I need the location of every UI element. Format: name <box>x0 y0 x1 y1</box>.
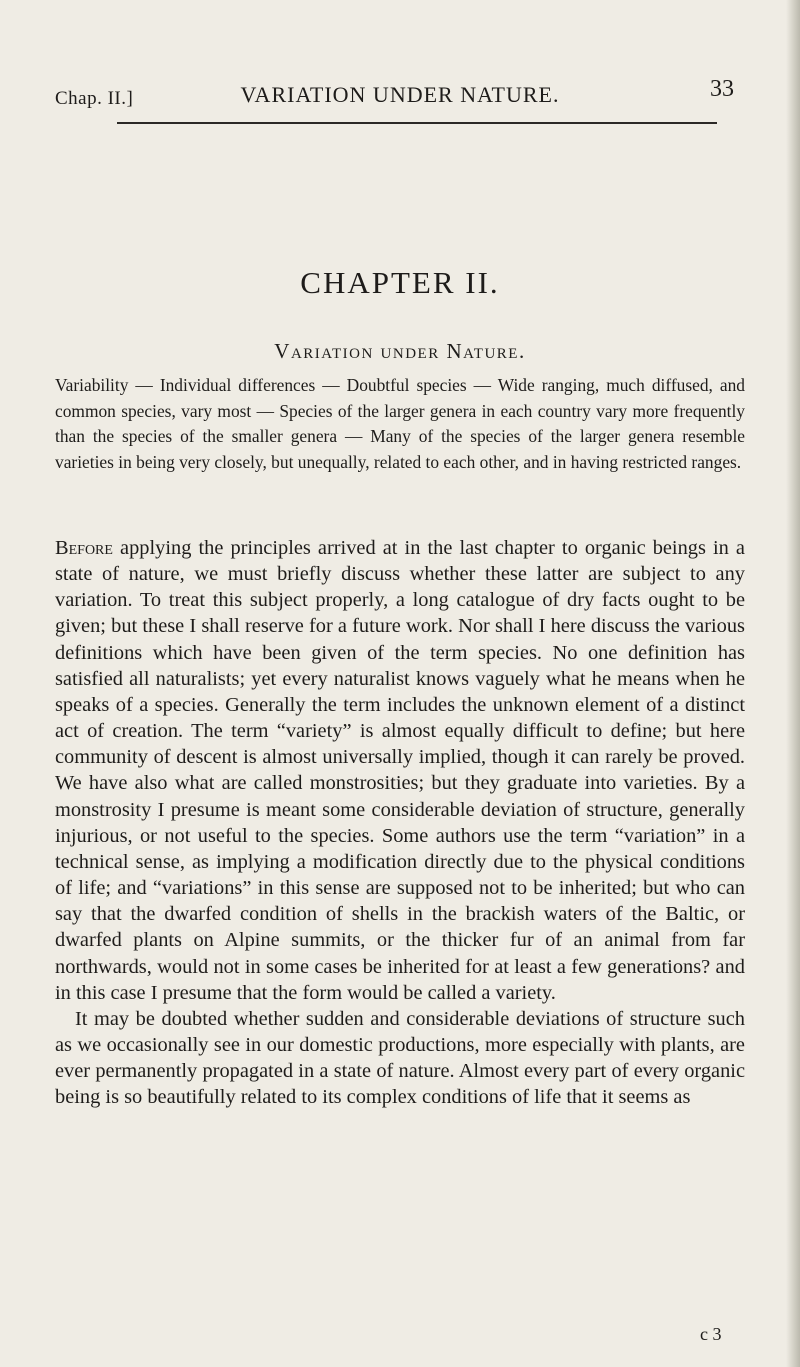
body-text <box>55 535 745 1110</box>
running-head-title: VARIATION UNDER NATURE. <box>240 82 560 107</box>
running-head-chapter: Chap. II.] <box>55 88 134 109</box>
page-number: 33 <box>710 76 734 102</box>
header-rule <box>117 122 717 124</box>
chapter-subtitle: Variation under Nature. <box>274 339 526 363</box>
drop-word: Before <box>55 537 113 559</box>
signature-mark: c 3 <box>700 1324 722 1344</box>
page-edge-shadow <box>786 0 800 1367</box>
running-head <box>0 78 800 108</box>
paragraph-1-text: applying the principles arrived at in the last chapter to organic beings in a state of nature, we must briefly discuss whether these latter are subject to any variation. To treat this subject properly, a long catalogue of dry facts ought to be given; but these I shall reserve for a future work. Nor shall I here discuss the various definitions which have been given of the term species. No one definition has satisfied all naturalists; yet every naturalist knows vaguely what he means when he speaks of a species. Generally the term includes the unknown element of a distinct act of creation. The term “variety” is almost equally difficult to define; but here community of descent is almost universally implied, though it can rarely be proved. We have also what are called monstrosities; but they graduate into varieties. By a monstrosity I presume is meant some considerable deviation of structure, generally injurious, or not useful to the species. Some authors use the term “variation” in a technical sense, as implying a modification directly due to the physical conditions of life; and “variations” in this sense are supposed not to be inherited; but who can say that the dwarfed condition of shells in the brackish waters of the Baltic, or dwarfed plants on Alpine summits, or the thicker fur of an animal from far northwards, would not in some cases be inherited for at least a few generations? and in this case I presume that the form would be called a variety. <box>55 537 745 1004</box>
chapter-title: CHAPTER II. <box>300 265 500 300</box>
paragraph-1 <box>55 535 745 1006</box>
chapter-synopsis: Variability — Individual differences — Doubtful species — Wide ranging, much diffused, and common species, vary most — Species of the larger genera in each country vary more frequently than the species of the smaller genera — Many of the species of the larger genera resemble varieties in being very closely, but unequally, related to each other, and in having restricted ranges. <box>55 375 745 472</box>
paragraph-2: It may be doubted whether sudden and considerable deviations of structure such as we occasionally see in our domestic productions, more especially with plants, are ever permanently propagated in a state of nature. Almost every part of every organic being is so beautifully related to its complex conditions of life that it seems as <box>55 1007 745 1109</box>
